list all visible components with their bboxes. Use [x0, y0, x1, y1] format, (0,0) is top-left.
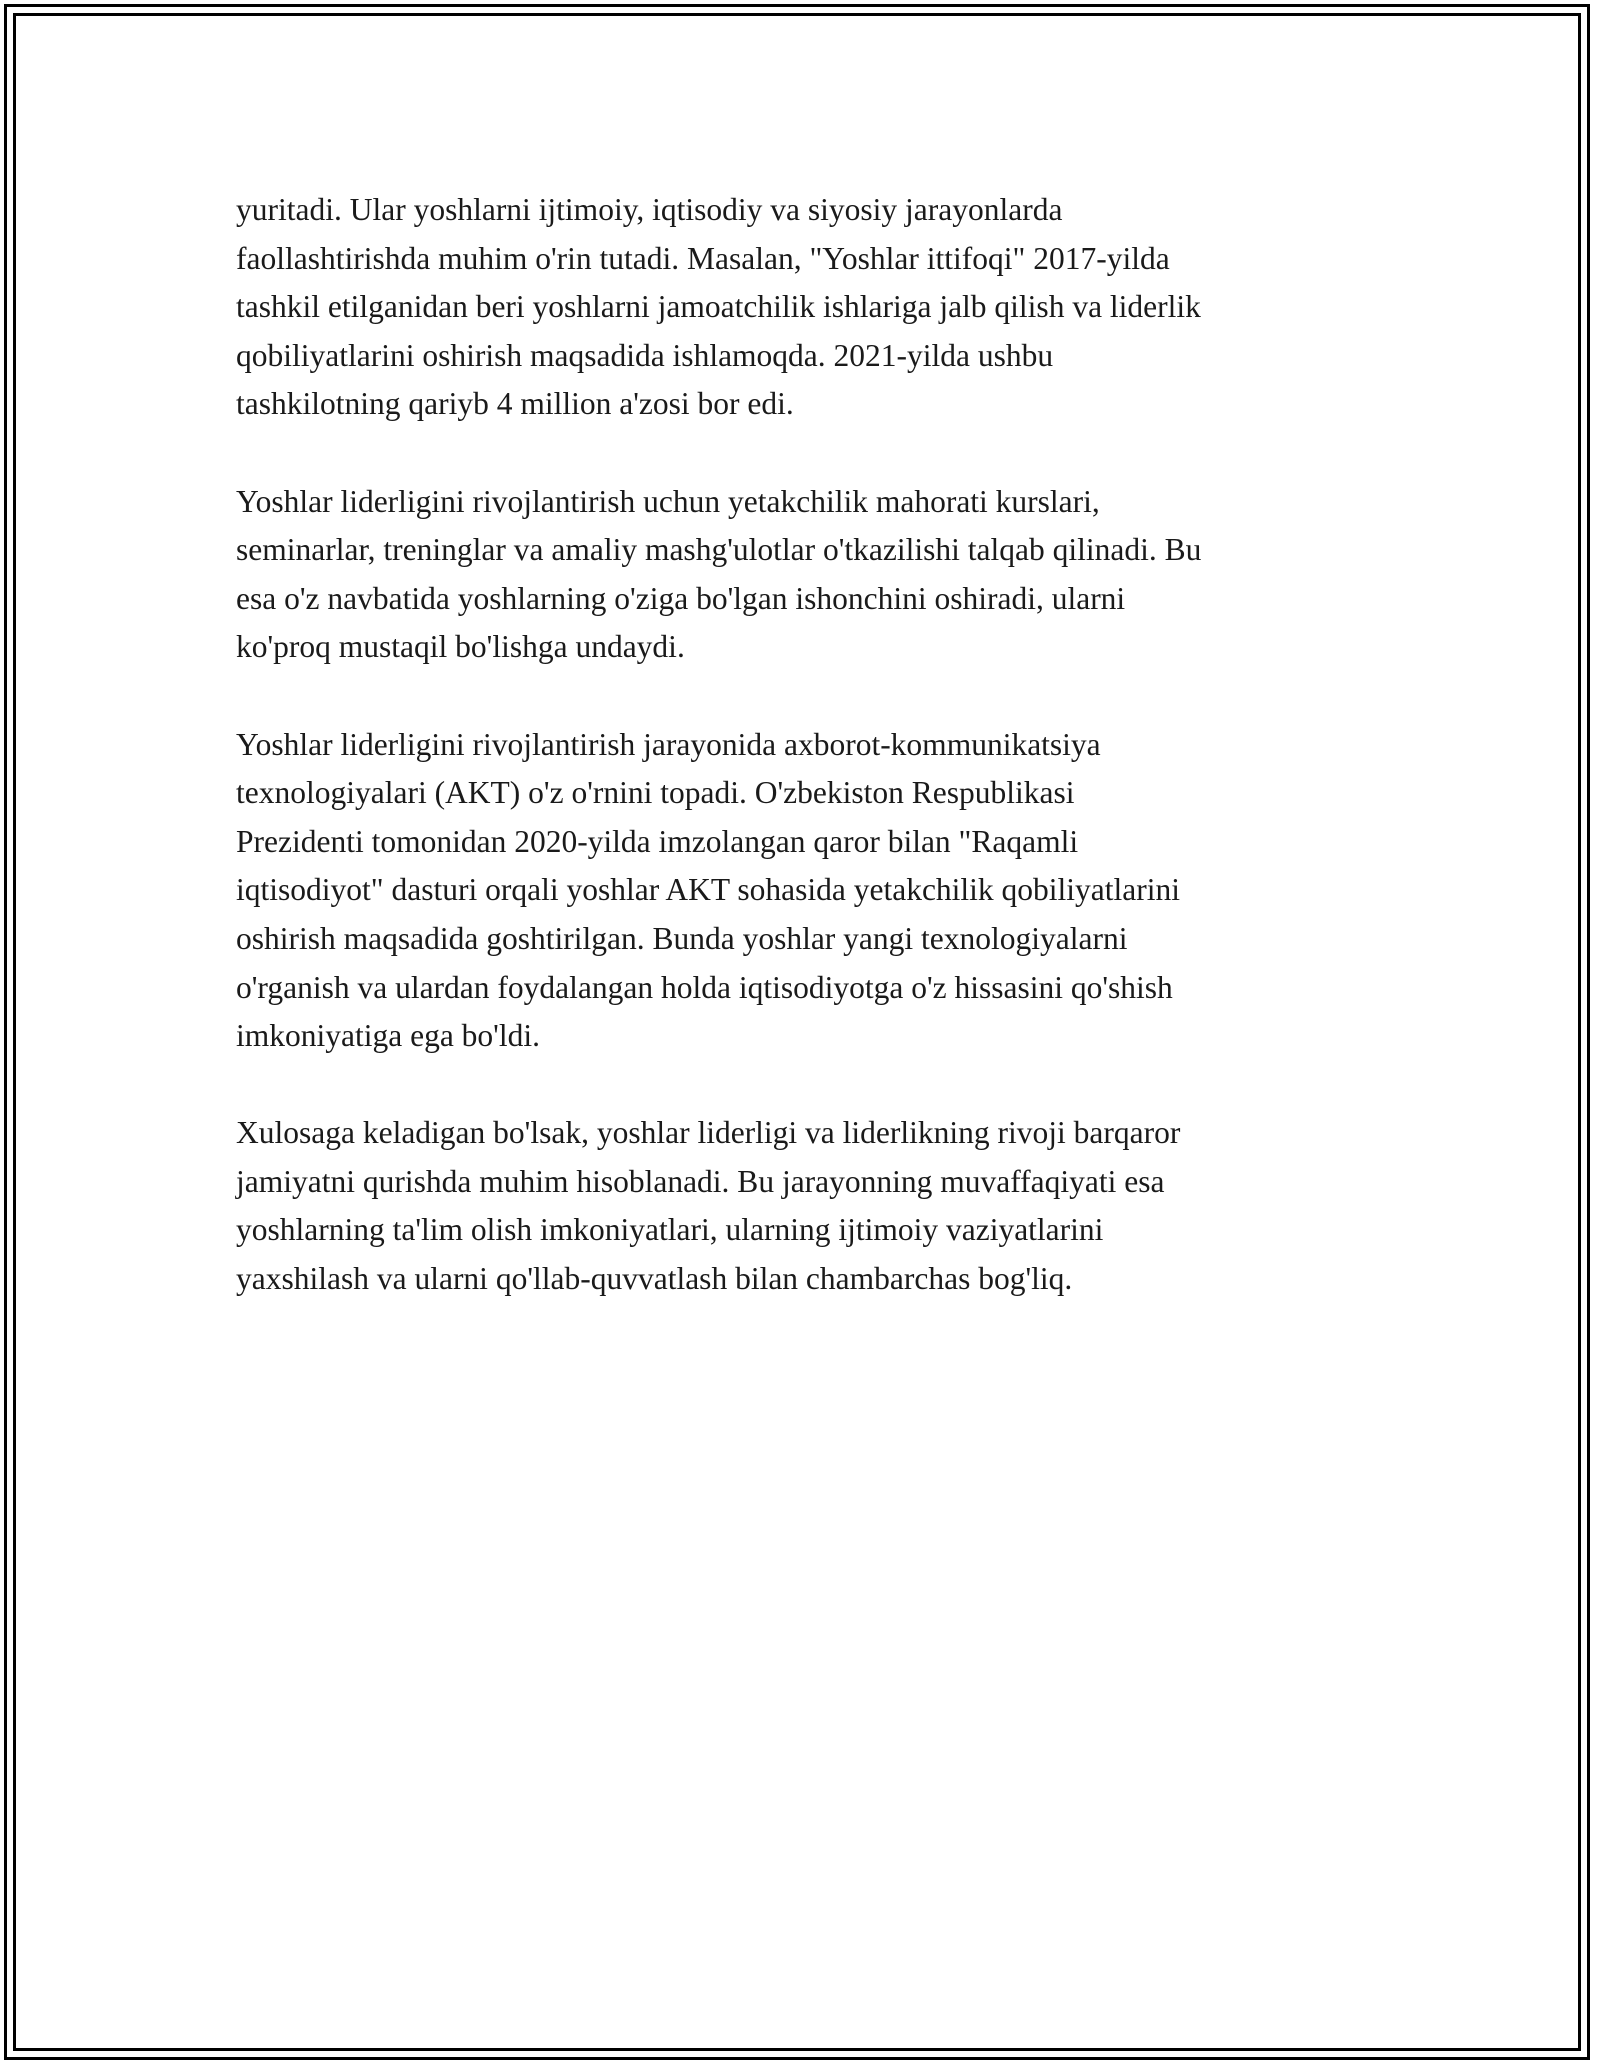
document-body: [236, 186, 1366, 1352]
paragraph-4: [236, 1109, 1366, 1303]
paragraph-3: [236, 721, 1366, 1061]
text-line: texnologiyalari (AKT) o'z o'rnini topadi. O'zbekiston Respublikasi: [236, 775, 1075, 811]
text-line: iqtisodiyot" dasturi orqali yoshlar AKT sohasida yetakchilik qobiliyatlarini: [236, 872, 1181, 908]
paragraph-1: [236, 186, 1366, 429]
text-line: Prezidenti tomonidan 2020-yilda imzolangan qaror bilan "Raqamli: [236, 823, 1079, 859]
text-line: Yoshlar liderligini rivojlantirish jarayonida axborot-kommunikatsiya: [236, 726, 1101, 762]
text-line: tashkil etilganidan beri yoshlarni jamoatchilik ishlariga jalb qilish va liderlik: [236, 289, 1201, 325]
text-line: esa o'z navbatida yoshlarning o'ziga bo'lgan ishonchini oshiradi, ularni: [236, 580, 1126, 616]
text-line: oshirish maqsadida goshtirilgan. Bunda yoshlar yangi texnologiyalarni: [236, 920, 1128, 956]
text-line: jamiyatni qurishda muhim hisoblanadi. Bu jarayonning muvaffaqiyati esa: [236, 1163, 1165, 1199]
text-line: seminarlar, treninglar va amaliy mashg'ulotlar o'tkazilishi talqab qilinadi. Bu: [236, 532, 1202, 568]
text-line: yuritadi. Ular yoshlarni ijtimoiy, iqtisodiy va siyosiy jarayonlarda: [236, 192, 1063, 227]
text-line: o'rganish va ulardan foydalangan holda iqtisodiyotga o'z hissasini qo'shish: [236, 969, 1173, 1005]
text-line: tashkilotning qariyb 4 million a'zosi bor edi.: [236, 386, 794, 422]
text-line: faollashtirishda muhim o'rin tutadi. Masalan, "Yoshlar ittifoqi" 2017-yilda: [236, 240, 1170, 276]
text-line: yoshlarning ta'lim olish imkoniyatlari, ularning ijtimoiy vaziyatlarini: [236, 1212, 1104, 1248]
paragraph-2: [236, 478, 1366, 672]
text-line: yaxshilash va ularni qo'llab-quvvatlash bilan chambarchas bog'liq.: [236, 1261, 1073, 1297]
text-line: ko'proq mustaqil bo'lishga undaydi.: [236, 629, 685, 665]
text-line: qobiliyatlarini oshirish maqsadida ishlamoqda. 2021-yilda ushbu: [236, 337, 1054, 373]
text-line: imkoniyatiga ega bo'ldi.: [236, 1018, 540, 1054]
text-line: Yoshlar liderligini rivojlantirish uchun yetakchilik mahorati kurslari,: [236, 483, 1100, 519]
text-line: Xulosaga keladigan bo'lsak, yoshlar liderligi va liderlikning rivoji barqaror: [236, 1115, 1181, 1151]
